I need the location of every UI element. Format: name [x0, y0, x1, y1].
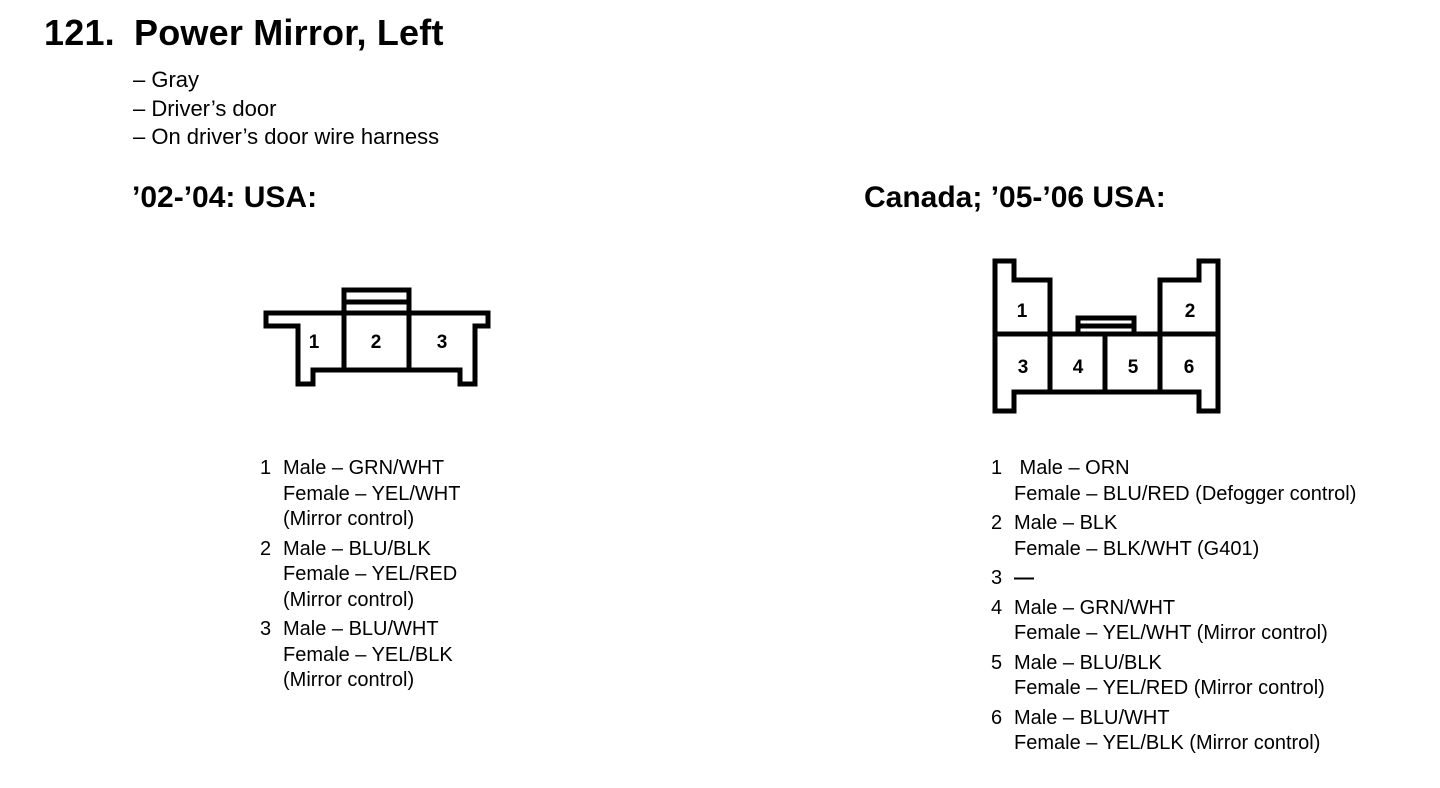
connector-3pin-diagram	[260, 282, 492, 390]
left-pin-list	[260, 456, 460, 694]
terminal-label: 1	[1016, 301, 1028, 322]
terminal-label: 1	[308, 332, 320, 353]
wire-female: Female – YEL/BLK (Mirror control)	[1014, 732, 1321, 754]
terminal-label: 4	[1072, 357, 1084, 378]
pin-number: 3	[260, 618, 272, 640]
pin-number: 4	[991, 596, 1003, 619]
section-title: Power Mirror, Left	[134, 12, 444, 53]
wire-female: Female – BLK/WHT (G401)	[1014, 537, 1260, 560]
terminal-label: 3	[1017, 357, 1029, 378]
circuit-function: (Mirror control)	[283, 588, 415, 611]
pin-number: 5	[991, 651, 1003, 674]
wire-male: Male – BLU/BLK	[1014, 651, 1162, 674]
wire-female: Female – YEL/RED	[283, 563, 458, 585]
pin-entry	[991, 456, 1356, 507]
pin-number: 1	[991, 457, 1003, 479]
circuit-function: (Mirror control)	[283, 508, 415, 530]
wire-male: Male – GRN/WHT	[1014, 596, 1176, 619]
circuit-function: (Mirror control)	[283, 669, 415, 691]
wire-male: Male – BLU/WHT	[1014, 706, 1170, 729]
wire-female: Female – BLU/RED (Defogger control)	[1014, 482, 1357, 505]
pin-entry	[260, 617, 460, 694]
pin-number: 6	[991, 706, 1003, 729]
pin-entry	[991, 511, 1356, 562]
right-variant-heading: Canada; ’05-’06 USA:	[864, 181, 1166, 214]
terminal-label: 2	[370, 332, 382, 353]
connector-description	[133, 66, 439, 152]
pin-entry	[991, 566, 1356, 592]
section-number: 121.	[44, 12, 115, 53]
wire-male: Male – BLU/WHT	[283, 618, 439, 640]
terminal-label: 3	[436, 332, 448, 353]
terminal-label: 2	[1184, 301, 1196, 322]
wire-female: Female – YEL/RED (Mirror control)	[1014, 677, 1325, 699]
wire-female: Female – YEL/WHT (Mirror control)	[1014, 622, 1328, 644]
terminal-label: 6	[1183, 357, 1195, 378]
location-note: – Driver’s door	[133, 95, 277, 121]
pin-entry	[991, 651, 1356, 702]
terminal-label: 5	[1127, 357, 1139, 378]
harness-note: – On driver’s door wire harness	[133, 124, 440, 149]
left-variant-heading: ’02-’04: USA:	[132, 181, 318, 214]
wire-female: Female – YEL/BLK	[283, 643, 453, 666]
wire-male: Male – BLU/BLK	[283, 537, 431, 560]
connector-6pin-diagram	[990, 256, 1225, 418]
pin-entry	[991, 596, 1356, 647]
color-note: – Gray	[133, 67, 200, 92]
wire-male: Male – BLK	[1014, 512, 1118, 534]
page-title	[44, 12, 444, 54]
pin-number: 1	[260, 457, 272, 479]
wire-female: Female – YEL/WHT	[283, 482, 461, 505]
wire-male: Male – GRN/WHT	[283, 457, 445, 479]
right-pin-list	[991, 456, 1356, 757]
wire-male: Male – ORN	[1014, 457, 1130, 479]
pin-number: 3	[991, 567, 1003, 589]
pin-number: 2	[991, 512, 1003, 534]
pin-entry	[991, 706, 1356, 757]
pin-number: 2	[260, 537, 272, 560]
unused-pin-dash: —	[1014, 567, 1034, 589]
pin-entry	[260, 537, 460, 614]
pin-entry	[260, 456, 460, 533]
